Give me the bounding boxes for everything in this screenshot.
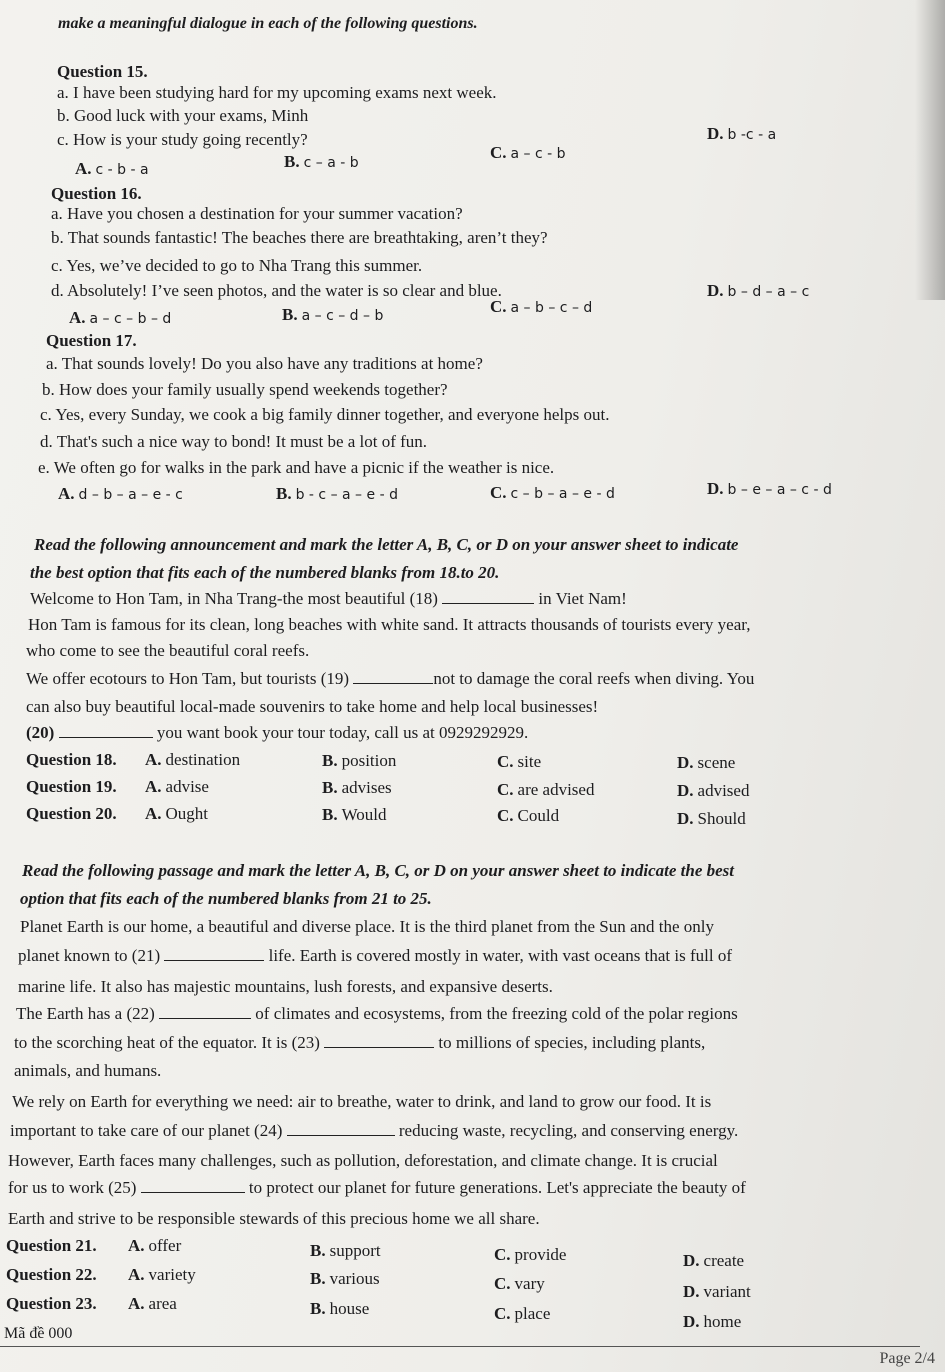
option-label: C.	[497, 806, 514, 825]
option-label: A.	[128, 1236, 145, 1255]
passage-line-8	[10, 1121, 738, 1141]
blank-18[interactable]	[442, 590, 534, 604]
option-label: C.	[490, 483, 507, 502]
text: to protect our planet for future generations. Let's appreciate the beauty of	[248, 1178, 746, 1197]
q22-option-d[interactable]	[683, 1282, 751, 1302]
option-label: A.	[145, 804, 162, 823]
option-text: b -c - a	[727, 127, 777, 143]
q22-title: Question 22.	[6, 1265, 97, 1284]
q15-option-a[interactable]	[75, 159, 149, 180]
option-label: A.	[145, 750, 162, 769]
q16-option-d[interactable]	[707, 281, 809, 302]
option-label: C.	[497, 752, 514, 771]
option-label: A.	[69, 308, 86, 327]
q18-option-b[interactable]	[322, 751, 396, 771]
section2-instruction-1: Read the following announcement and mark the letter A, B, C, or D on your answer sheet to indicate	[34, 535, 739, 554]
q22-option-a[interactable]	[128, 1265, 196, 1285]
option-label: B.	[310, 1241, 326, 1260]
option-label: A.	[75, 159, 92, 178]
announcement-line-2: Hon Tam is famous for its clean, long beaches with white sand. It attracts thousands of tourists every year,	[28, 615, 751, 634]
option-label: D.	[707, 124, 724, 143]
q17-line-e: e. We often go for walks in the park and have a picnic if the weather is nice.	[38, 458, 555, 477]
q19-option-c[interactable]	[497, 780, 594, 800]
q17-title: Question 17.	[46, 331, 137, 350]
q17-option-a[interactable]	[58, 484, 183, 505]
text: important to take care of our planet (24)	[10, 1121, 283, 1140]
q21-option-a[interactable]	[128, 1236, 181, 1256]
option-label: D.	[677, 809, 694, 828]
announcement-line-6	[26, 723, 528, 743]
passage-line-4	[16, 1004, 738, 1024]
option-text: b - c – a – e - d	[295, 487, 398, 503]
option-label: C.	[494, 1245, 511, 1264]
option-label: D.	[683, 1282, 700, 1301]
text: We offer ecotours to Hon Tam, but tourists (19)	[26, 669, 350, 688]
option-text: offer	[148, 1236, 182, 1255]
q17-option-b[interactable]	[276, 484, 398, 505]
passage-line-6: animals, and humans.	[14, 1061, 162, 1080]
blank-24[interactable]	[287, 1122, 395, 1136]
option-label: B.	[282, 305, 298, 324]
option-text: a – c - b	[510, 146, 566, 162]
q16-line-a: a. Have you chosen a destination for your summer vacation?	[51, 204, 463, 223]
option-label: A.	[128, 1265, 145, 1284]
option-label: C.	[490, 297, 507, 316]
q15-line-c: c. How is your study going recently?	[57, 130, 308, 149]
option-label: D.	[683, 1251, 700, 1270]
q23-option-a[interactable]	[128, 1294, 177, 1314]
option-label: D.	[677, 753, 694, 772]
passage-line-7: We rely on Earth for everything we need: air to breathe, water to drink, and land to grow our food. It is	[12, 1092, 712, 1111]
q19-option-b[interactable]	[322, 778, 392, 798]
q16-option-c[interactable]	[490, 297, 592, 318]
option-label: B.	[322, 805, 338, 824]
option-text: house	[329, 1299, 370, 1318]
announcement-line-5: can also buy beautiful local-made souvenirs to take home and help local businesses!	[26, 697, 599, 716]
option-text: vary	[514, 1274, 545, 1293]
q16-title: Question 16.	[51, 184, 142, 203]
q16-line-b: b. That sounds fantastic! The beaches there are breathtaking, aren’t they?	[51, 228, 548, 247]
option-label: D.	[677, 781, 694, 800]
option-text: d – b – a – e - c	[78, 487, 183, 503]
blank-22[interactable]	[159, 1005, 251, 1019]
section3-instruction-1: Read the following passage and mark the letter A, B, C, or D on your answer sheet to indicate the best	[22, 861, 734, 880]
option-text: b – e – a – c - d	[727, 482, 832, 498]
option-label: C.	[494, 1304, 511, 1323]
q15-option-b[interactable]	[284, 152, 359, 173]
q17-option-c[interactable]	[490, 483, 615, 504]
q17-line-a: a. That sounds lovely! Do you also have any traditions at home?	[46, 354, 483, 373]
option-text: variety	[148, 1265, 196, 1284]
option-label: C.	[497, 780, 514, 799]
option-label: B.	[310, 1269, 326, 1288]
option-label: B.	[284, 152, 300, 171]
option-text: advised	[697, 781, 750, 800]
q18-option-d[interactable]	[677, 753, 735, 773]
q19-title: Question 19.	[26, 777, 117, 796]
option-label: A.	[58, 484, 75, 503]
q20-title: Question 20.	[26, 804, 117, 823]
text: to millions of species, including plants,	[438, 1033, 706, 1052]
q19-option-d[interactable]	[677, 781, 749, 801]
q23-option-d[interactable]	[683, 1312, 741, 1332]
option-label: D.	[707, 479, 724, 498]
announcement-line-4	[26, 669, 754, 689]
option-text: advise	[165, 777, 209, 796]
option-text: home	[703, 1312, 742, 1331]
q16-line-c: c. Yes, we’ve decided to go to Nha Trang this summer.	[51, 256, 423, 275]
passage-line-3: marine life. It also has majestic mountains, lush forests, and expansive deserts.	[18, 977, 553, 996]
blank-21[interactable]	[164, 947, 264, 961]
option-text: place	[514, 1304, 551, 1323]
option-text: c – b – a – e - d	[510, 486, 615, 502]
option-label: A.	[128, 1294, 145, 1313]
text: (20)	[26, 723, 55, 742]
option-label: D.	[707, 281, 724, 300]
q15-line-b: b. Good luck with your exams, Minh	[57, 106, 309, 125]
option-text: various	[329, 1269, 380, 1288]
option-text: a – c – d – b	[301, 308, 384, 324]
text: Welcome to Hon Tam, in Nha Trang-the most beautiful (18)	[30, 589, 438, 608]
q18-row	[26, 750, 117, 770]
option-text: a – c – b – d	[89, 311, 172, 327]
section3-instruction-2: option that fits each of the numbered blanks from 21 to 25.	[20, 889, 432, 908]
text: life. Earth is covered mostly in water, with vast oceans that is full of	[268, 946, 733, 965]
option-text: b – d – a – c	[727, 284, 810, 300]
option-text: create	[703, 1251, 745, 1270]
option-text: a – b – c – d	[510, 300, 593, 316]
option-label: B.	[310, 1299, 326, 1318]
q22-option-b[interactable]	[310, 1269, 380, 1289]
q16-line-d: d. Absolutely! I’ve seen photos, and the water is so clear and blue.	[51, 281, 502, 300]
q15-title: Question 15.	[57, 62, 148, 81]
q21-option-c[interactable]	[494, 1245, 566, 1265]
option-text: Would	[341, 805, 387, 824]
q20-row	[26, 804, 117, 824]
blank-20[interactable]	[59, 724, 153, 738]
option-text: site	[517, 752, 542, 771]
q23-option-b[interactable]	[310, 1299, 369, 1319]
option-text: c - b - a	[95, 162, 149, 178]
option-text: variant	[703, 1282, 751, 1301]
q17-line-b: b. How does your family usually spend weekends together?	[42, 380, 448, 399]
passage-line-10	[8, 1178, 746, 1198]
page-edge-shadow	[915, 0, 945, 300]
blank-19[interactable]	[353, 670, 433, 684]
text: not to damage the coral reefs when diving. You	[433, 669, 755, 688]
q17-line-c: c. Yes, every Sunday, we cook a big family dinner together, and everyone helps out.	[40, 405, 610, 424]
option-text: support	[329, 1241, 381, 1260]
q16-option-a[interactable]	[69, 308, 171, 329]
option-label: D.	[683, 1312, 700, 1331]
q17-option-d[interactable]	[707, 479, 832, 500]
footer-rule	[0, 1346, 920, 1347]
text: for us to work (25)	[8, 1178, 137, 1197]
q20-option-c[interactable]	[497, 806, 559, 826]
q18-option-a[interactable]	[145, 750, 240, 770]
option-text: Ought	[165, 804, 209, 823]
option-text: position	[341, 751, 397, 770]
q20-option-d[interactable]	[677, 809, 746, 829]
option-label: C.	[490, 143, 507, 162]
option-label: B.	[276, 484, 292, 503]
q18-title: Question 18.	[26, 750, 117, 769]
q20-option-a[interactable]	[145, 804, 208, 824]
passage-line-5	[14, 1033, 705, 1053]
passage-line-9: However, Earth faces many challenges, such as pollution, deforestation, and climate change. It is crucial	[8, 1151, 718, 1170]
announcement-line-3: who come to see the beautiful coral reefs.	[26, 641, 310, 660]
q15-line-a: a. I have been studying hard for my upcoming exams next week.	[57, 83, 497, 102]
q22-option-c[interactable]	[494, 1274, 545, 1294]
q17-line-d: d. That's such a nice way to bond! It must be a lot of fun.	[40, 432, 428, 451]
blank-25[interactable]	[141, 1179, 245, 1193]
q21-option-b[interactable]	[310, 1241, 381, 1261]
top-instruction: make a meaningful dialogue in each of the following questions.	[58, 15, 478, 32]
q18-option-c[interactable]	[497, 752, 541, 772]
option-text: scene	[697, 753, 736, 772]
q21-option-d[interactable]	[683, 1251, 744, 1271]
blank-23[interactable]	[324, 1034, 434, 1048]
text: reducing waste, recycling, and conserving energy.	[398, 1121, 739, 1140]
q16-option-b[interactable]	[282, 305, 383, 326]
q23-title: Question 23.	[6, 1294, 97, 1313]
announcement-line-1	[30, 589, 627, 609]
q20-option-b[interactable]	[322, 805, 387, 825]
passage-line-2	[18, 946, 732, 966]
q21-title: Question 21.	[6, 1236, 97, 1255]
q19-option-a[interactable]	[145, 777, 209, 797]
option-text: Should	[697, 809, 746, 828]
option-text: are advised	[517, 780, 595, 799]
text: The Earth has a (22)	[16, 1004, 155, 1023]
option-text: area	[148, 1294, 177, 1313]
page-number: Page 2/4	[879, 1350, 935, 1367]
option-text: c – a - b	[303, 155, 359, 171]
option-text: destination	[165, 750, 241, 769]
text: of climates and ecosystems, from the freezing cold of the polar regions	[255, 1004, 738, 1023]
section2-instruction-2: the best option that fits each of the numbered blanks from 18.to 20.	[30, 563, 500, 582]
text: in Viet Nam!	[538, 589, 627, 608]
option-text: advises	[341, 778, 392, 797]
option-label: C.	[494, 1274, 511, 1293]
q15-option-c[interactable]	[490, 143, 566, 164]
text: to the scorching heat of the equator. It is (23)	[14, 1033, 320, 1052]
q15-option-d[interactable]	[707, 124, 776, 145]
q23-option-c[interactable]	[494, 1304, 550, 1324]
option-text: provide	[514, 1245, 567, 1264]
option-text: Could	[517, 806, 560, 825]
option-label: B.	[322, 751, 338, 770]
text: you want book your tour today, call us at 0929292929.	[156, 723, 529, 742]
q19-row	[26, 777, 117, 797]
passage-line-11: Earth and strive to be responsible stewards of this precious home we all share.	[8, 1209, 540, 1228]
exam-code: Mã đề 000	[4, 1325, 73, 1342]
text: planet known to (21)	[18, 946, 161, 965]
passage-line-1: Planet Earth is our home, a beautiful and diverse place. It is the third planet from the Sun and the only	[20, 917, 714, 936]
option-label: A.	[145, 777, 162, 796]
option-label: B.	[322, 778, 338, 797]
